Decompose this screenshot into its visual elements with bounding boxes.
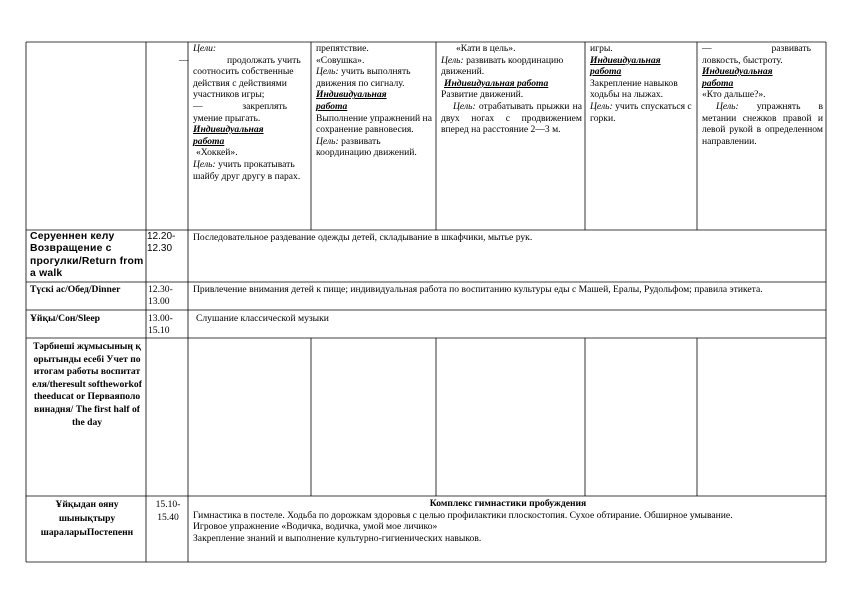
dash-mark: —	[193, 100, 203, 112]
top-cell-col3	[441, 43, 582, 136]
lunch-row-time: 12.30-13.00	[148, 284, 173, 307]
game-title: «Кати в цель».	[456, 43, 516, 54]
individual-work-title: Индивидуальная работа	[444, 77, 549, 89]
goal-text: учить прокатывать шайбу друг другу в парах.	[193, 158, 301, 182]
goal	[590, 101, 694, 124]
goal-item-text-a: развивать	[771, 43, 811, 54]
sleep-row-label: Ұйқы/Сон/Sleep	[30, 313, 100, 324]
goal-text: отрабатывать прыжки на двух ногах с продвижением вперед на расстояние 2—3 м.	[441, 100, 582, 136]
goal-label: Цель:	[441, 54, 464, 66]
goal-item-2	[193, 101, 309, 113]
result-row-label: Тәрбиешi жұмысының қорытынды есебi Учет по итогам работы воспитателя/theresult softheworkoftheeducat or Перваяполовинадня/ The first half of the day	[32, 341, 142, 428]
sleep-row-text: Слушание классической музыки	[196, 313, 329, 324]
return-row-text: Последовательное раздевание одежды детей, складывание в шкафчики, мытье рук.	[193, 232, 533, 243]
wake-row-time: 15.10-15.40	[155, 499, 181, 523]
wake-row-content	[193, 498, 823, 544]
goal-item-1	[179, 54, 309, 101]
return-row-label: Серуеннен келу Возвращение с прогулки/Return from a walk	[30, 231, 144, 280]
goal-text: развивать координацию движений.	[316, 135, 417, 159]
game-title: «Хоккей».	[196, 147, 238, 159]
goal-text: развивать координацию движений.	[441, 54, 564, 78]
lunch-row-label: Түскі ас/Обед/Dinner	[30, 284, 121, 295]
top-cell-col5	[702, 43, 823, 147]
goal	[441, 101, 582, 136]
goal	[316, 136, 434, 159]
individual-work-title: Индивидуальная работа	[590, 54, 661, 78]
dash-mark: —	[702, 43, 712, 54]
goal-text: упражнять в метании снежков правой и левой рукой в определенном направлении.	[702, 100, 823, 147]
goal-label: Цель:	[316, 66, 339, 78]
goal-text: учить выполнять движения по сигналу.	[316, 66, 411, 89]
goals-label: Цели:	[193, 43, 217, 54]
goal-item-1-text: продолжать учить соотносить собственные действия с действиями участников игры;	[193, 54, 301, 101]
individual-work-title: Индивидуальная работа	[316, 89, 387, 112]
goal-item-2-text-a: закреплять	[242, 100, 287, 112]
top-cell-col4	[590, 43, 694, 124]
wake-row-title: Комплекс гимнастики пробуждения	[429, 498, 587, 509]
wake-row-line-2: Игровое упражнение «Водичка, водичка, умой мое личико»	[193, 521, 438, 533]
text-line: препятствие.	[316, 43, 369, 54]
lunch-row-text: Привлечение внимания детей к пище; индивидуальная работа по воспитанию культуры еды с Машей, Ералы, Рудольфом; правила этикета.	[193, 284, 763, 295]
top-cell-col1	[179, 43, 309, 182]
individual-work-title: Индивидуальная работа	[702, 66, 773, 89]
individual-work-title: Индивидуальная работа	[193, 124, 264, 147]
goal	[702, 101, 823, 147]
goal-label: Цель:	[590, 100, 613, 112]
goal-label: Цель:	[316, 135, 339, 147]
work-text: Выполнение упражнений на сохранение равновесия.	[316, 112, 432, 136]
work-text: Закрепление навыков ходьбы на лыжах.	[590, 77, 678, 101]
return-row-time: 12.20-12.30	[147, 231, 176, 255]
goal-text: учить спускаться с горки.	[590, 100, 692, 124]
goal-label: Цель:	[193, 158, 216, 170]
goal	[193, 159, 309, 182]
goal-item-text-b: ловкость, быстроту.	[702, 54, 783, 66]
top-cell-col2	[316, 43, 434, 159]
work-text: Развитие движений.	[441, 89, 524, 101]
goal	[441, 55, 582, 78]
game-title: «Кто дальше?».	[702, 89, 766, 101]
goal-label: Цель:	[716, 100, 739, 112]
game-title: «Совушка».	[316, 54, 365, 66]
goal-item-2-text-b: умение прыгать.	[193, 112, 261, 124]
goal-label: Цель:	[453, 100, 476, 112]
goal	[316, 66, 434, 89]
wake-row-line-3: Закрепление знаний и выполнение культурно-гигиенических навыков.	[193, 532, 482, 544]
goal-item	[702, 43, 823, 55]
wake-row-label: Ұйқыдан ояну шынықтыру шараларыПостепенн	[40, 499, 134, 538]
sleep-row-time: 13.00-15.10	[148, 313, 173, 336]
text-line: игры.	[590, 43, 613, 54]
wake-row-line-1: Гимнастика в постеле. Ходьба по дорожкам здоровья с целью профилактики плоскостопия. Сухое обтирание. Обширное умывание.	[193, 509, 733, 521]
dash-mark: —	[179, 54, 189, 66]
